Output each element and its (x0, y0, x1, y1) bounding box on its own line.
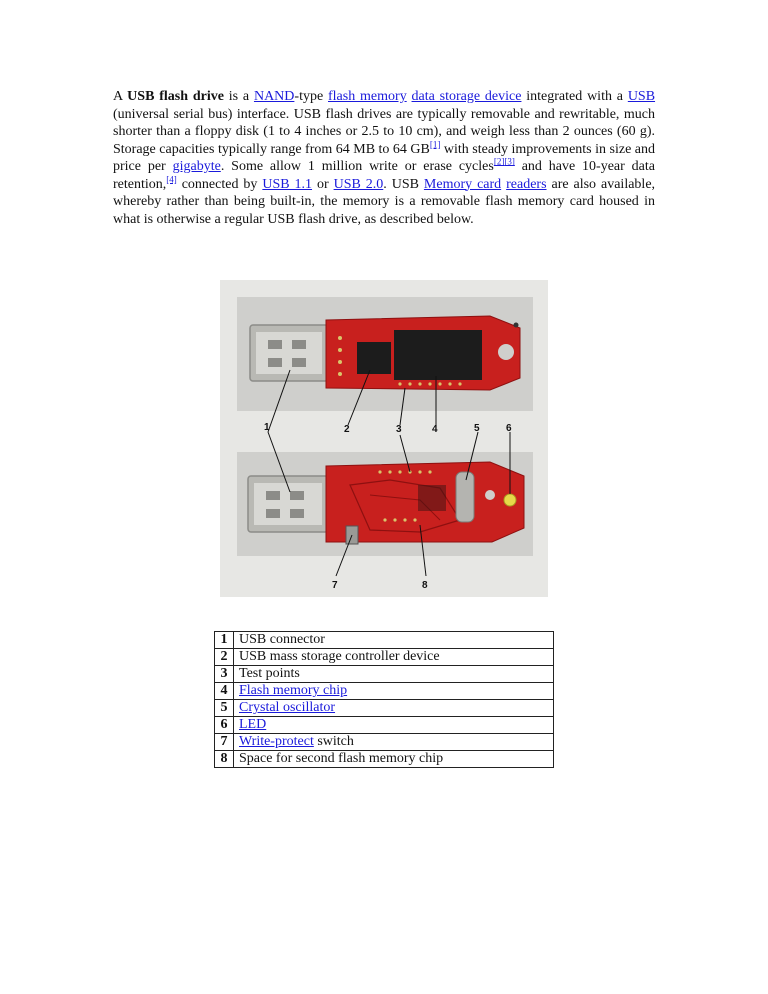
callout-8: 8 (422, 580, 428, 591)
legend-number: 1 (215, 632, 234, 649)
legend-text: USB mass storage controller device (239, 649, 440, 664)
pcb-bottom (326, 462, 524, 544)
text: A (113, 89, 128, 104)
link-usb[interactable]: USB (627, 89, 656, 104)
term-usb-flash-drive: USB flash drive (127, 89, 224, 104)
flash-chip (394, 330, 482, 380)
legend-number: 4 (215, 683, 234, 700)
callout-3: 3 (396, 424, 402, 435)
usb-drive-illustration (220, 280, 548, 597)
table-row (215, 734, 554, 751)
parts-legend-table (214, 631, 554, 768)
ref-4[interactable]: [4] (166, 173, 177, 184)
table-row (215, 683, 554, 700)
link-led[interactable]: LED (239, 717, 267, 732)
text: is a (223, 89, 254, 104)
callout-6: 6 (506, 423, 512, 434)
link-nand[interactable]: NAND (253, 89, 295, 104)
link-gigabyte[interactable]: gigabyte (172, 159, 221, 174)
callout-1: 1 (264, 422, 270, 433)
link-usb-2-0[interactable]: USB 2.0 (333, 176, 384, 192)
legend-number: 5 (215, 700, 234, 717)
text: -type (294, 89, 328, 104)
legend-description (234, 649, 554, 666)
ref-3[interactable]: [3] (504, 156, 515, 167)
legend-description (234, 632, 554, 649)
ref-2[interactable]: [2] (493, 156, 505, 167)
link-data-storage-device[interactable]: data storage device (411, 89, 522, 104)
callout-5: 5 (474, 423, 480, 434)
table-row (215, 666, 554, 683)
table-row (215, 632, 554, 649)
legend-number: 6 (215, 717, 234, 734)
table-row (215, 649, 554, 666)
legend-text: Space for second flash memory chip (239, 751, 444, 766)
link-memory-card[interactable]: Memory card (423, 176, 502, 192)
legend-description (234, 683, 554, 700)
text: connected by (176, 176, 263, 192)
text: and have 10-year data retention, (113, 159, 655, 192)
usb-connector-bottom (248, 476, 328, 532)
text: or (312, 176, 334, 192)
callout-7: 7 (332, 580, 338, 591)
led (504, 494, 516, 506)
callout-4: 4 (432, 424, 438, 435)
legend-description (234, 700, 554, 717)
legend-number: 2 (215, 649, 234, 666)
text: integrated with a (521, 89, 628, 104)
legend-description (234, 666, 554, 683)
text: . Some allow 1 million write or erase cycles (220, 159, 494, 174)
callout-2: 2 (344, 424, 350, 435)
table-row (215, 700, 554, 717)
legend-number: 7 (215, 734, 234, 751)
link-crystal-oscillator[interactable]: Crystal oscillator (239, 700, 336, 715)
legend-number: 3 (215, 666, 234, 683)
link-flash-memory-chip[interactable]: Flash memory chip (239, 683, 348, 698)
text: . USB (383, 176, 424, 192)
link-write-protect[interactable]: Write-protect (239, 734, 314, 749)
legend-description (234, 717, 554, 734)
link-flash-memory[interactable]: flash memory (328, 89, 407, 104)
ref-1[interactable]: [1] (429, 138, 441, 149)
legend-text: USB connector (239, 632, 325, 647)
link-usb-1-1[interactable]: USB 1.1 (262, 176, 313, 192)
usb-drive-photo (220, 280, 548, 597)
controller-chip (357, 342, 391, 374)
table-row (215, 751, 554, 768)
legend-number: 8 (215, 751, 234, 768)
text: with steady improvements in size and price per (113, 141, 655, 174)
table-row (215, 717, 554, 734)
legend-text: Test points (239, 666, 300, 681)
text: (universal serial bus) interface. USB flash drives are typically removable and rewritable, much shorter than a floppy disk (1 to 4 inches or 2.5 to 10 cm), and weigh less than 2 ounces (60 g). Storage capacities typically range from 64 MB to 64 GB (113, 106, 655, 157)
intro-paragraph (113, 88, 655, 228)
crystal-oscillator (456, 472, 474, 522)
legend-text: switch (313, 734, 354, 749)
pcb-top (326, 316, 520, 390)
link-readers[interactable]: readers (506, 176, 547, 192)
legend-description (234, 734, 554, 751)
legend-description (234, 751, 554, 768)
text: are also available, whereby rather than being built-in, the memory is a removable flash memory card housed in what is otherwise a regular USB flash drive, as described below. (113, 176, 656, 227)
